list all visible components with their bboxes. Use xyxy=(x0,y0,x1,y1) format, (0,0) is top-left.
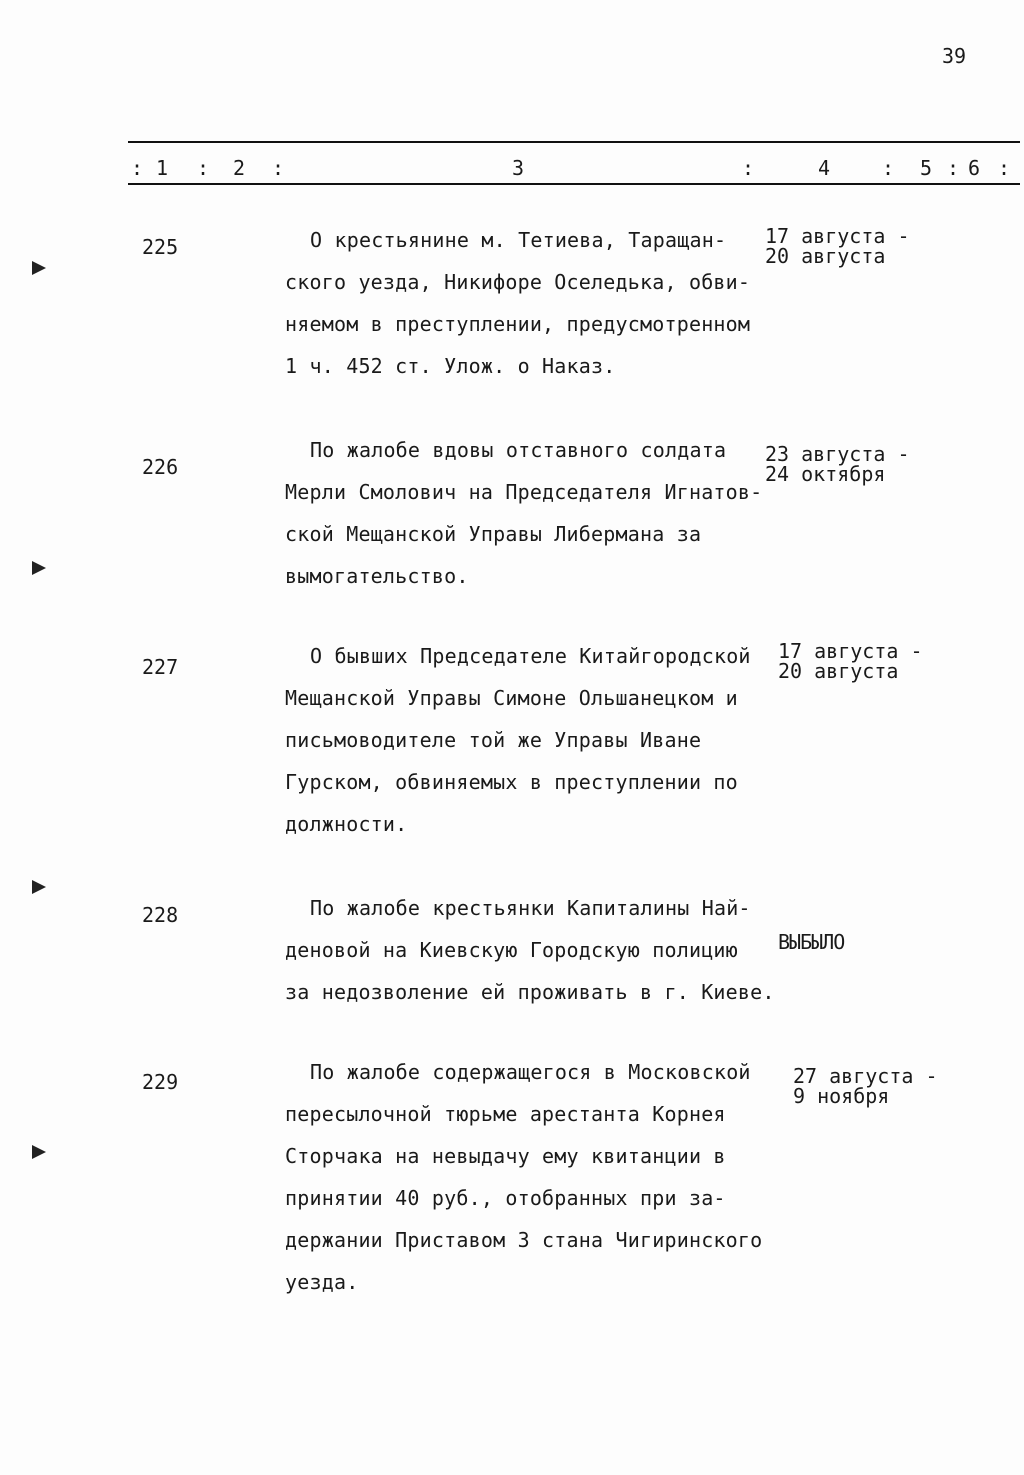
entry-number: 225 xyxy=(142,235,179,259)
entry-number: 229 xyxy=(142,1070,179,1094)
document-page: 39 : 1 : 2 : 3 : 4 : 5 : 6 : 225 О крестьянине м. Тетиева, Таращан- ского уезда, Никифоре Оселедька, обви- няемом в преступлении, предусмотренном 1 ч. 452 ст. Улож. о Наказ. 17 августа - 20 августа 226 По жалобе вдовы отставного солдата Мерли Смолович на Председателя Игнатов- ской Мещанской Управы Либермана за вымогательство. 23 августа - 24 октября 227 О бывших Председателе Китайгородской Мещанской Управы Симоне Ольшанецком и письмоводителе той же Управы Иване Гурском, обвиняемых в преступлении по должности. 17 августа - 20 августа 228 По жалобе крестьянки Капиталины Най- деновой на Киевскую Городскую полицию за недозволение ей проживать в г. Киеве. ВЫБЫЛО 229 По жалобе содержащегося в Московской пересылочной тюрьме арестанта Корнея Сторчака на невыдачу ему квитанции в принятии 40 руб., отобранных при за- держании Приставом 3 стана Чигиринского уезда. 27 августа - 9 ноября xyxy=(0,0,1024,1475)
entry-text-line: ской Мещанской Управы Либермана за xyxy=(285,522,702,546)
entry-date-end: 24 октября xyxy=(765,462,886,486)
entry-number: 227 xyxy=(142,655,179,679)
column-header: 2 xyxy=(233,156,246,180)
entry-text-line: 1 ч. 452 ст. Улож. о Наказ. xyxy=(285,354,616,378)
entry-number: 228 xyxy=(142,903,179,927)
entry-text-line: О крестьянине м. Тетиева, Таращан- xyxy=(310,228,727,252)
entry-date-end: 20 августа xyxy=(778,659,899,683)
binding-mark-icon xyxy=(32,880,46,894)
entry-date-end: 20 августа xyxy=(765,244,886,268)
entry-date-start: 17 августа - xyxy=(765,224,910,248)
entry-text-line: ского уезда, Никифоре Оселедька, обви- xyxy=(285,270,751,294)
column-header: 5 xyxy=(920,156,933,180)
entry-text-line: По жалобе содержащегося в Московской xyxy=(310,1060,751,1084)
column-header: 4 xyxy=(818,156,831,180)
entry-text-line: должности. xyxy=(285,812,408,836)
entry-date-start: 23 августа - xyxy=(765,442,910,466)
entry-text-line: уезда. xyxy=(285,1270,359,1294)
header-bottom-rule xyxy=(128,183,1020,185)
entry-text-line: По жалобе крестьянки Капиталины Най- xyxy=(310,896,751,920)
entry-status-dropped: ВЫБЫЛО xyxy=(778,930,845,954)
entry-number: 226 xyxy=(142,455,179,479)
entry-text-line: Мерли Смолович на Председателя Игнатов- xyxy=(285,480,763,504)
entry-date-start: 27 августа - xyxy=(793,1064,938,1088)
binding-mark-icon xyxy=(32,561,46,575)
column-header: 1 xyxy=(156,156,169,180)
header-top-rule xyxy=(128,141,1020,143)
entry-text-line: няемом в преступлении, предусмотренном xyxy=(285,312,751,336)
entry-text-line: письмоводителе той же Управы Иване xyxy=(285,728,702,752)
page-number: 39 xyxy=(942,44,967,68)
entry-date-end: 9 ноября xyxy=(793,1084,890,1108)
entry-text-line: принятии 40 руб., отобранных при за- xyxy=(285,1186,726,1210)
column-header: 6 xyxy=(968,156,981,180)
binding-mark-icon xyxy=(32,1145,46,1159)
entry-text-line: О бывших Председателе Китайгородской xyxy=(310,644,751,668)
entry-text-line: Сторчака на невыдачу ему квитанции в xyxy=(285,1144,726,1168)
entry-text-line: По жалобе вдовы отставного солдата xyxy=(310,438,727,462)
column-header: 3 xyxy=(512,156,525,180)
entry-text-line: держании Приставом 3 стана Чигиринского xyxy=(285,1228,763,1252)
entry-text-line: вымогательство. xyxy=(285,564,469,588)
entry-date-start: 17 августа - xyxy=(778,639,923,663)
entry-text-line: деновой на Киевскую Городскую полицию xyxy=(285,938,738,962)
entry-text-line: Гурском, обвиняемых в преступлении по xyxy=(285,770,738,794)
entry-text-line: за недозволение ей проживать в г. Киеве. xyxy=(285,980,775,1004)
binding-mark-icon xyxy=(32,261,46,275)
entry-text-line: Мещанской Управы Симоне Ольшанецком и xyxy=(285,686,738,710)
entry-text-line: пересылочной тюрьме арестанта Корнея xyxy=(285,1102,726,1126)
